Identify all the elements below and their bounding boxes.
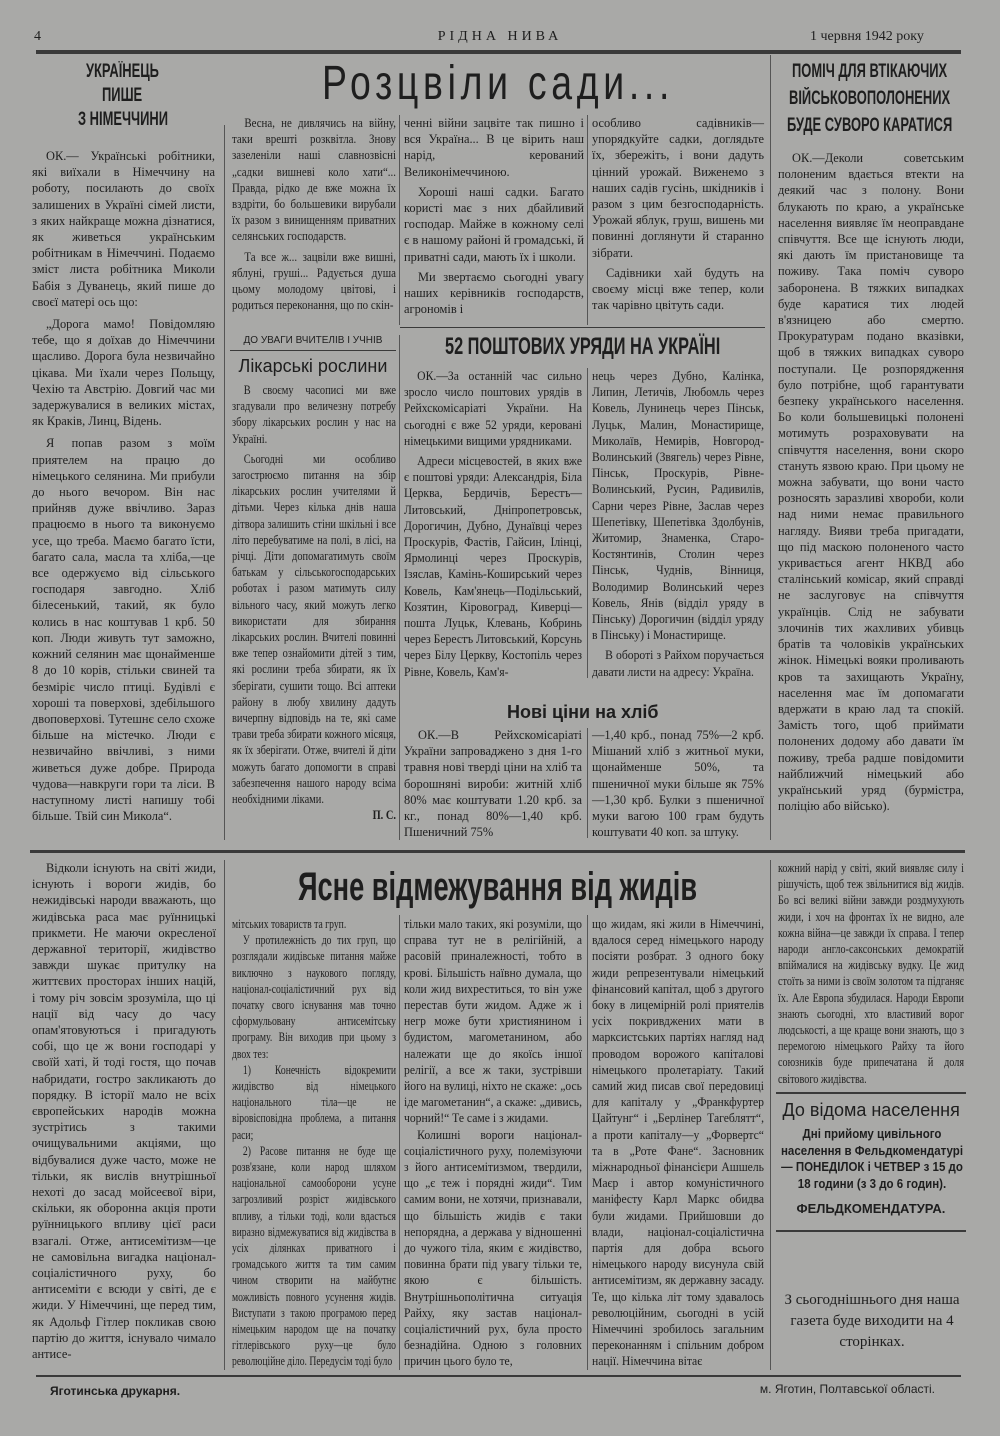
print-place: м. Яготин, Полтавської області. [759, 1382, 935, 1396]
post-headline [402, 330, 764, 364]
headline-line: ВІЙСЬКОВОПОЛОНЕНИХ [788, 88, 951, 109]
gardens-headline [230, 54, 765, 114]
jews-col-2 [404, 916, 582, 1370]
paragraph: що жидам, які жили в Німеччині, вдалося серед німецького народу посіяти розбрат. З одного боку жиди репрезентували німецький фінансовий капітал, щоб з другого боку в лицемірній ролі приятелів усіх покривджених мати в марксистських партіях нагляд над проводом ворожого капіталові німецького пролетаріату. Такий самий жид писав свої передовиці для капіталу у „Франкфуртер Цайтунг“ і „Берлінер Тагеблятт“, а проти капіталу—у „Форвертс“ та в „Роте Фане“. Засновник міжнародньої фінансієри Ашшель Маєр і автор комуністичного маніфесту Карл Маркс обидва були жидами. Прийшовши до влади, націонал-соціалістична партія для добра всього німецького народу висунула свій антисемітизм, як державну засаду. Те, що кілька літ тому здавалось революційним, сьогодні в усій Німеччині зробилось загальним переконанням і спільним добром нації. Німеччина вітає [592, 917, 764, 1369]
bread-headline [402, 700, 764, 724]
headline-line: ПОМІЧ ДЛЯ ВТІКАЮЧИХ [791, 61, 948, 82]
notice-headline [776, 1098, 966, 1122]
jews-left-col [32, 860, 216, 1370]
paragraph: —1,40 крб., понад 75%—2 крб. Мішаний хліб з житньої муки, щонайменше 50%, та пшеничної муки більше як 75%—1,30 крб. Булки з пшеничної муки вагою 100 грам будуть коштувати 40 коп. за штуку. [592, 728, 764, 840]
kicker-rule [230, 350, 396, 351]
paragraph: ченні війни зацвіте так пишно і вся Україна... В це вірить наш нарід, керований Великонімеччиною. [404, 116, 584, 179]
column-divider [587, 728, 588, 838]
column-divider [399, 335, 400, 840]
notice-bottom-rule [776, 1230, 966, 1232]
paragraph: кожний нарід у світі, який виявляє силу і рішучість, щоб теж звільнитися від жидів. Бо всі великі війни завжди роздмухують жиди, і хоч на фронтах їх не видно, але кожна війна—це завжди їх справа. І тепер народи англо-саксонських демократій впіймалися на жидівську вудку. Це жид стоїть за ними із своїм золотом та підганяє їх. Але Европа збудилася. Народи Европи знають сьогодні, хто властивий ворог людськості, а ще краще вони знають, що з перемогою німецького Райху та його союзників буде припечатана й доля світового жидівства. [778, 861, 964, 1086]
paragraph: тільки мало таких, які розуміли, що справа тут не в релігійній, а расовій приналежності, тобто в крові. Більшість наївно думала, що коли жид вихреститься, то він уже перестав бути жидом. Адже ж і негр може бути християнином і будистом, магометанином, або належати ще до якоїсь іншої релігії, а все ж таки, зустрівши його на вулиці, ніхто не скаже: „ось іде магометанин“, а скаже: „дивись, чорний!“ Те саме і з жидами. [404, 917, 582, 1126]
column-divider [587, 915, 588, 1370]
herbs-headline [230, 355, 396, 377]
paragraph: 2) Расове питання не буде ще розв'язане, коли народ шляхом національної самооборони усуне загрозливий розріст жидівського впливу, а тільки тоді, коли вдасться виразно відмежуватися від жидівства в усіх ділянках приватного і громадського життя та тим самим чином створити на майбутнє можливість повного усунення жидів. Виступати з такою програмою перед німецьким народом ще на початку гітлерівського руху—це було революційне діло. Передусім тоді було [232, 1143, 396, 1369]
headline-text: До відома населення [782, 1100, 960, 1120]
paragraph: Адреси місцевостей, в яких вже є поштові уряди: Александрія, Біла Церква, Бердичів, Берестъ—Литовський, Дніпропетровськ, Дорогичин, Дубно, Дунаївці через Проскурів, Фастів, Гайсин, Ілінці, Ярмолинці через Проскурів, Ізяслав, Камінь-Коширський через Ковель, Кам'янець—Подільський, Козятин, Кіровоград, Киверці—пошта Луцьк, Клевань, Кобринь через Берестъ Литовський, Корсунь через Білу Церкву, Костопіль через Рівне, Ковель, Кам'я- [404, 454, 582, 679]
paragraph: ОК.— Українські робітники, які виїхали в Німеччину на роботу, посилають до своїх залишених в Україні сімей листи, з яких найкраще можна дізнатися, як живеться українським робітникам в Німеччині. Подаємо зміст листа робітника Миколи Бабія з Дуванець, який пише до своєї матері ось що: [32, 149, 215, 309]
paragraph: нець через Дубно, Калінка, Липин, Летичів, Любомль через Ковель, Лунинець через Пінськ, Луцьк, Малин, Монастирище, Миколаїв, Немирів, Новгород-Волинський (Звягель) через Рівне, Пінськ, Проскурів, Рівне-Волинський, Русин, Радивилів, Сарни через Рівне, Заслав через Шепетівку, Шепетівка Здолбунів, Житомир, Знаменка, Старо-Костянтинів, Столин через Пінськ, Чуднів, Вінниця, Володимир Волинський через Ковель, Янів (відділ уряду в Пінську) Дорогичин (відділ уряду в Пінську) і Монастирище. [592, 369, 764, 643]
paragraph: Весна, не дивлячись на війну, таки врешті розквітла. Знову зазеленіли наші славнозвісні „садки вишневі коло хати“... Правда, рідко де вже можна їх вздріти, бо большевики вирубали їх разом з винищенням приватних селянських господарств. [232, 116, 396, 244]
paragraph: В обороті з Райхом поручається давати листи на адресу: Україна. [592, 648, 764, 679]
paragraph: У протилежність до тих груп, що розглядали жидівське питання майже виключно з наукового погляду, націонал-соціалістичний рух від початку свого існування мав точно сформульовану антисемітську програму. Він виходив при цьому з двох тез: [232, 933, 396, 1061]
headline-text: Нові ціни на хліб [507, 702, 659, 722]
pow-headline-line-1 [774, 58, 965, 85]
headline-text: 52 ПОШТОВИХ УРЯДИ НА УКРАЇНІ [445, 333, 721, 360]
signature: П. С. [372, 808, 396, 823]
post-col-2 [592, 368, 764, 694]
page-number: 4 [34, 29, 41, 44]
column-divider [770, 55, 771, 840]
gardens-col-3 [592, 115, 764, 322]
column-divider [224, 125, 225, 840]
section-rule [30, 850, 965, 853]
announcement-text: З сьогоднішнього дня наша газета буде виходити на 4 сторінках. [784, 1292, 960, 1350]
paragraph: 1) Конечність відокремити жидівство від німецького національного тіла—це не віровісповідна проблема, а питання раси; [232, 1062, 396, 1142]
headline-line: ПИШЕ [102, 85, 143, 106]
gardens-col-2 [404, 115, 584, 322]
newspaper-title: РІДНА НИВА [437, 29, 563, 44]
notice-signature [776, 1200, 966, 1218]
letter-headline-line-3 [30, 108, 215, 132]
paragraph: Я попав разом з моїм приятелем на працю до німецького селянина. Ми прибули до нього вечором. Він нас прийняв дуже ввічливо. Зараз працюємо в нього та виконуємо усе, що треба. Маємо багато їсти, багато сала, масла та хліба,—це все одержуємо від сільського господаря завгодно. Хліб білесенький, такий, як було колись в нас коштував 1 крб. 50 коп. Люди живуть тут заможно, кожний селянин має щонайменше 8 до 10 корів, стільки свиней та безміріє число птиці. Будівлі є хороші та поверхові, здебільшого двоповерхові. Тутешнє село схоже більше на містечко. Люди є незвичайно ввічливі, з ними живеться дуже добре. Природа чудова—навкруги гори та ліси. В наступному листі напишу тобі більше. Твій син Микола“. [32, 436, 215, 824]
paragraph: Сьогодні ми особливо загострюємо питання на збір лікарських рослин учителями й дітьми. Через кілька днів наша дітвора залишить стіни шкільні і все літо перебуватиме на полі, в лісі, на річці. Діти допомагатимуть своїм батькам у сільськогосподарських роботах і разом матимуть силу вільного часу, який можуть легко використати для збирання лікарських рослин. Вчителі повинні вже тепер ознайомити дітей з тим, які рослини треба збирати, як їх зберігати, сушити тощо. Всі аптеки району в любу хвилину дадуть вичерпну відповідь на те, які саме трави треба збирати кожного місяця, як їх зберігати. Отже, вчителі й діти можуть багато допомогти в справі забезпечення нашого народу всіма необхідними ліками. [232, 451, 396, 807]
gardens-col-1 [232, 115, 396, 322]
column-divider [224, 860, 225, 1370]
headline-text: Розцвіли сади... [321, 57, 674, 110]
notice-text: Дні прийому цивільного населення в Фельдкомендатурі — ПОНЕДІЛОК і ЧЕТВЕР з 15 до 18 години (з 3 до 6 годин). [780, 1127, 964, 1191]
bread-col-2 [592, 727, 764, 840]
paragraph: ОК.—В Рейхскомісаріаті України запроваджено з дня 1-го травня нові тверді ціни на хліб та борошняні вироби: житній хліб 80% має коштувати 1.20 крб. за кг., понад 80%—1,40 крб. Пшеничний 75% [404, 728, 582, 840]
paragraph: Відколи існують на світі жиди, існують і вороги жидів, бо нежидівські народи вважають, що жидівська раса має руїнницькі прикмети. Не маючи окресленої державної території, жидівство завжди шукає притулку на життєвих просторах інших націй, і тому річ зовсім зрозуміла, що ці нації від часу до часу опам'ятовуються і пригадують собі, що це ж вони господарі у своїй хаті, й тоді гостя, що почав набридати, гостро закликають до порядку. В історії мало не всіх європейських народів можна зустрітись з такими очищувальними акціями, що відбувалися дуже часто, може не тільки, як вислів внутрішньої нехоті до засад мойсеєвої віри, скільки, як оборонна акція проти руїнницького впливу цієї раси взагалі. Отже, антисемітизм—це не самовільна вигадка націонал-соціалістичного руху, бо антисеміти є всюди у світі, де є жиди. У Німеччині, ще перед тим, як Адольф Гітлер покликав свою партію до життя, існувало чимало антисе- [32, 861, 216, 1362]
paragraph: мітських товариств та груп. [232, 917, 347, 931]
signature-text: ФЕЛЬДКОМЕНДАТУРА. [796, 1201, 946, 1216]
headline-line: З НІМЕЧЧИНИ [77, 109, 168, 130]
printer-name: Яготинська друкарня. [50, 1384, 181, 1398]
paragraph: Ми звертаємо сьогодні увагу наших керівників господарств, агрономів і [404, 269, 584, 317]
jews-col-3 [592, 916, 764, 1370]
post-col-1 [404, 368, 582, 694]
column-divider [587, 115, 588, 325]
herbs-kicker [230, 334, 396, 348]
bread-col-1 [404, 727, 582, 840]
pow-headline-line-2 [774, 85, 965, 112]
pow-body [778, 150, 964, 840]
jews-headline [232, 860, 764, 914]
footer-rule [36, 1375, 961, 1377]
column-divider [770, 860, 771, 1370]
paragraph: особливо садівників—упорядкуйте садки, доглядьте їх, збережіть, і вони дадуть цінний урожай. Виженемо з наших садів гусінь, шкідників і разом з цим безгосподарність. Урожай яблук, груш, вишень ми повинні доглянути й старанно зібрати. [592, 116, 764, 260]
paragraph: Колишні вороги націонал-соціалістичного руху, полемізуючи з його антисемітизмом, твердили, що „є теж і порядні жиди“. Тим самим вони, не хотячи, признавали, що більшість жидів є таки непорядна, а держава у відношенні до чужого тіла, яким є жидівство, повинна брати під увагу тільки те, якою є більшість. Внутрішньополітична ситуація Райху, яку застав націонал-соціалістичний рух, була просто безнадійна. Одною з головних причин цього було те, [404, 1127, 582, 1369]
paragraph: Та все ж... зацвіли вже вишні, яблуні, груші... Радується душа цьому молодому цвітові, і родиться переконання, що по скін- [232, 249, 396, 313]
section-rule [400, 327, 765, 328]
paragraph: В своєму часописі ми вже згадували про величезну потребу збору лікарських рослин у нас на Україні. [232, 383, 396, 446]
headline-line: БУДЕ СУВОРО КАРАТИСЯ [786, 115, 953, 136]
headline-line: УКРАЇНЕЦЬ [86, 61, 160, 82]
notice-top-rule [776, 1092, 966, 1094]
issue-date: 1 червня 1942 року [810, 29, 924, 44]
kicker-text: ДО УВАГИ ВЧИТЕЛІВ І УЧНІВ [243, 335, 383, 346]
pow-headline-line-3 [774, 112, 965, 139]
column-divider [587, 368, 588, 678]
headline-text: Ясне відмежування від жидів [298, 865, 698, 909]
jews-right-col [778, 860, 964, 1088]
notice-body [780, 1126, 964, 1196]
jews-col-1 [232, 916, 396, 1370]
column-divider [399, 115, 400, 325]
herbs-body [232, 382, 396, 840]
letter-body [32, 148, 215, 840]
paragraph: Садівники хай будуть на своєму місці вже тепер, коли так чарівно цвітуть сади. [592, 265, 764, 313]
paragraph: Хороші наші садки. Багато користі має з них дбайливий господар. Майже в кожному селі є в нашому районі й громадські, й приватні сади, мають їх і школи. [404, 184, 584, 264]
letter-headline-line-1 [30, 60, 215, 84]
announcement [780, 1290, 964, 1370]
paragraph: ОК.—Деколи советським полоненим вдається втекти на деякий час з полону. Вони блукають по краю, а українське населення виявляє їм неоправдане співчуття. Все ще існують люди, які дають їм пристановище та поживу. Така поміч суворо заборонена. В тяжких випадках буде каратися тих людей в'язницею або смертю. Прокуратурам подано вказівки, щоб в тяжких випадках суворо поступали. Це розпорядження було потрібне, щоб гарантувати безпеку українського населення. Бо коли большевицькі полонені мотимуть розраховувати на співчуття населення, вони скоро стануть язвою краю. При цьому не можна забувати, що вони часто розносять заразливі хвороби, коли над ними немає правильного нагляду. Вияви треба пригадати, що під маскою полоненого часто укривається агент НКВД або сталінський комісар, який справді не заслуговує на співчуття українців. Слід не забувати злочинів тих жахливих убивць братів та чоловіків українських жінок. Німецькі вояки проливають кров та захищають Україну, населення має їм допомагати вдержати в краю лад та спокій. Замість того, щоб приймати полонених додому або давати їм поживу, треба радше повідомити найближчий німецький або український уряд (бурмістра, поліцію або військо). [778, 151, 964, 814]
paragraph: ОК.—За останній час сильно зросло число поштових урядів в Рейхскомісаріаті України. На сьогодні є вже 52 уряди, керовані німецькими вищими урядниками. [404, 369, 582, 448]
letter-headline-line-2 [30, 84, 215, 108]
paragraph: „Дорога мамо! Повідомляю тебе, що я доїхав до Німеччини щасливо. Дорога була незвичайно цікава. Ми їхали через Польщу, Чехію та Австрію. Довгий час ми задержувалися в великих містах, як Краків, Линц, Відень. [32, 317, 215, 429]
column-divider [399, 915, 400, 1370]
headline-text: Лікарські рослини [238, 356, 388, 376]
